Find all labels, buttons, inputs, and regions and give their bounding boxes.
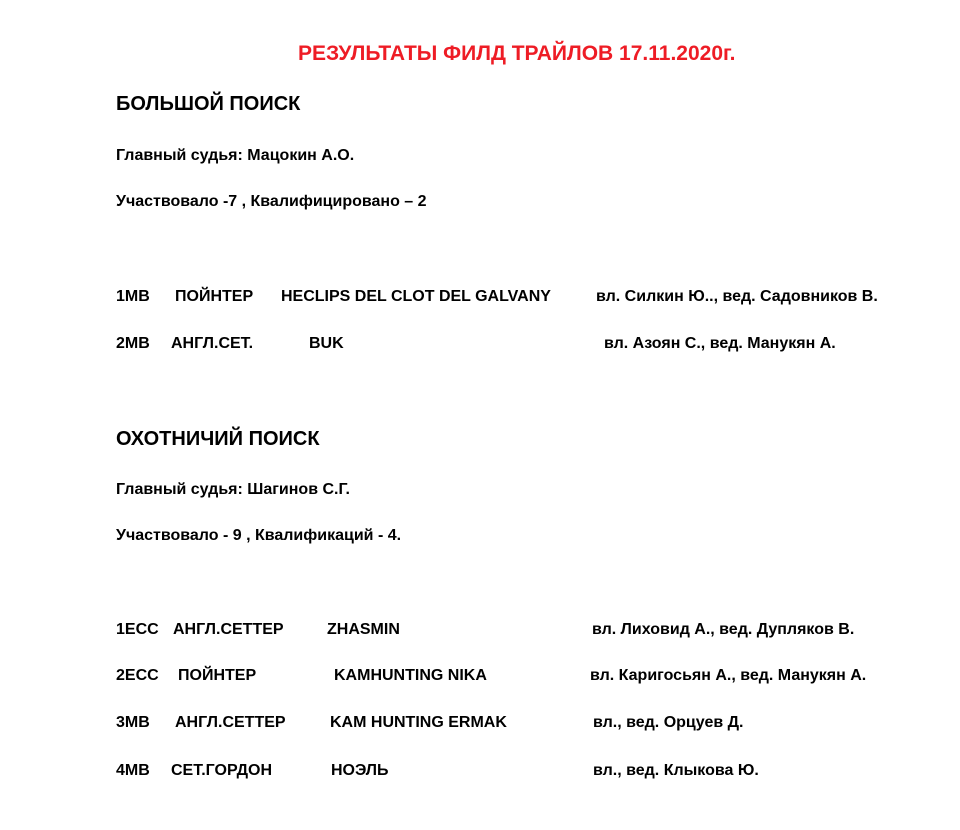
result-dog-name: HECLIPS DEL CLOT DEL GALVANY <box>281 288 551 305</box>
result-breed: ПОЙНТЕР <box>178 667 257 684</box>
result-place: 1ЕСС <box>116 621 159 638</box>
result-place: 3МВ <box>116 714 150 731</box>
result-owner: вл. Лиховид А., вед. Дупляков В. <box>592 621 855 638</box>
result-dog-name: ZHASMIN <box>327 621 400 638</box>
chief-judge: Главный судья: Мацокин А.О. <box>116 147 355 164</box>
result-owner: вл., вед. Орцуев Д. <box>593 714 744 731</box>
section-heading-hunting-search: ОХОТНИЧИЙ ПОИСК <box>116 428 320 450</box>
participation-stats: Участвовало - 9 , Квалификаций - 4. <box>116 527 402 544</box>
result-dog-name: KAM HUNTING ERMAK <box>330 714 507 731</box>
result-dog-name: KAMHUNTING NIKA <box>334 667 487 684</box>
result-dog-name: НОЭЛЬ <box>331 762 389 779</box>
result-owner: вл. Силкин Ю.., вед. Садовников В. <box>596 288 878 305</box>
document-title: РЕЗУЛЬТАТЫ ФИЛД ТРАЙЛОВ 17.11.2020г. <box>298 42 736 65</box>
chief-judge: Главный судья: Шагинов С.Г. <box>116 481 350 498</box>
result-owner: вл., вед. Клыкова Ю. <box>593 762 759 779</box>
result-owner: вл. Каригосьян А., вед. Манукян А. <box>590 667 867 684</box>
result-breed: АНГЛ.СЕТТЕР <box>175 714 286 731</box>
result-place: 2ЕСС <box>116 667 159 684</box>
result-owner: вл. Азоян С., вед. Манукян А. <box>604 335 836 352</box>
participation-stats: Участвовало -7 , Квалифицировано – 2 <box>116 193 427 210</box>
result-breed: ПОЙНТЕР <box>175 288 254 305</box>
result-dog-name: BUK <box>309 335 344 352</box>
result-breed: АНГЛ.СЕТТЕР <box>173 621 284 638</box>
result-place: 2МВ <box>116 335 150 352</box>
result-place: 1МВ <box>116 288 150 305</box>
result-breed: АНГЛ.СЕТ. <box>171 335 254 352</box>
result-place: 4МВ <box>116 762 150 779</box>
section-heading-big-search: БОЛЬШОЙ ПОИСК <box>116 93 301 115</box>
result-breed: СЕТ.ГОРДОН <box>171 762 273 779</box>
